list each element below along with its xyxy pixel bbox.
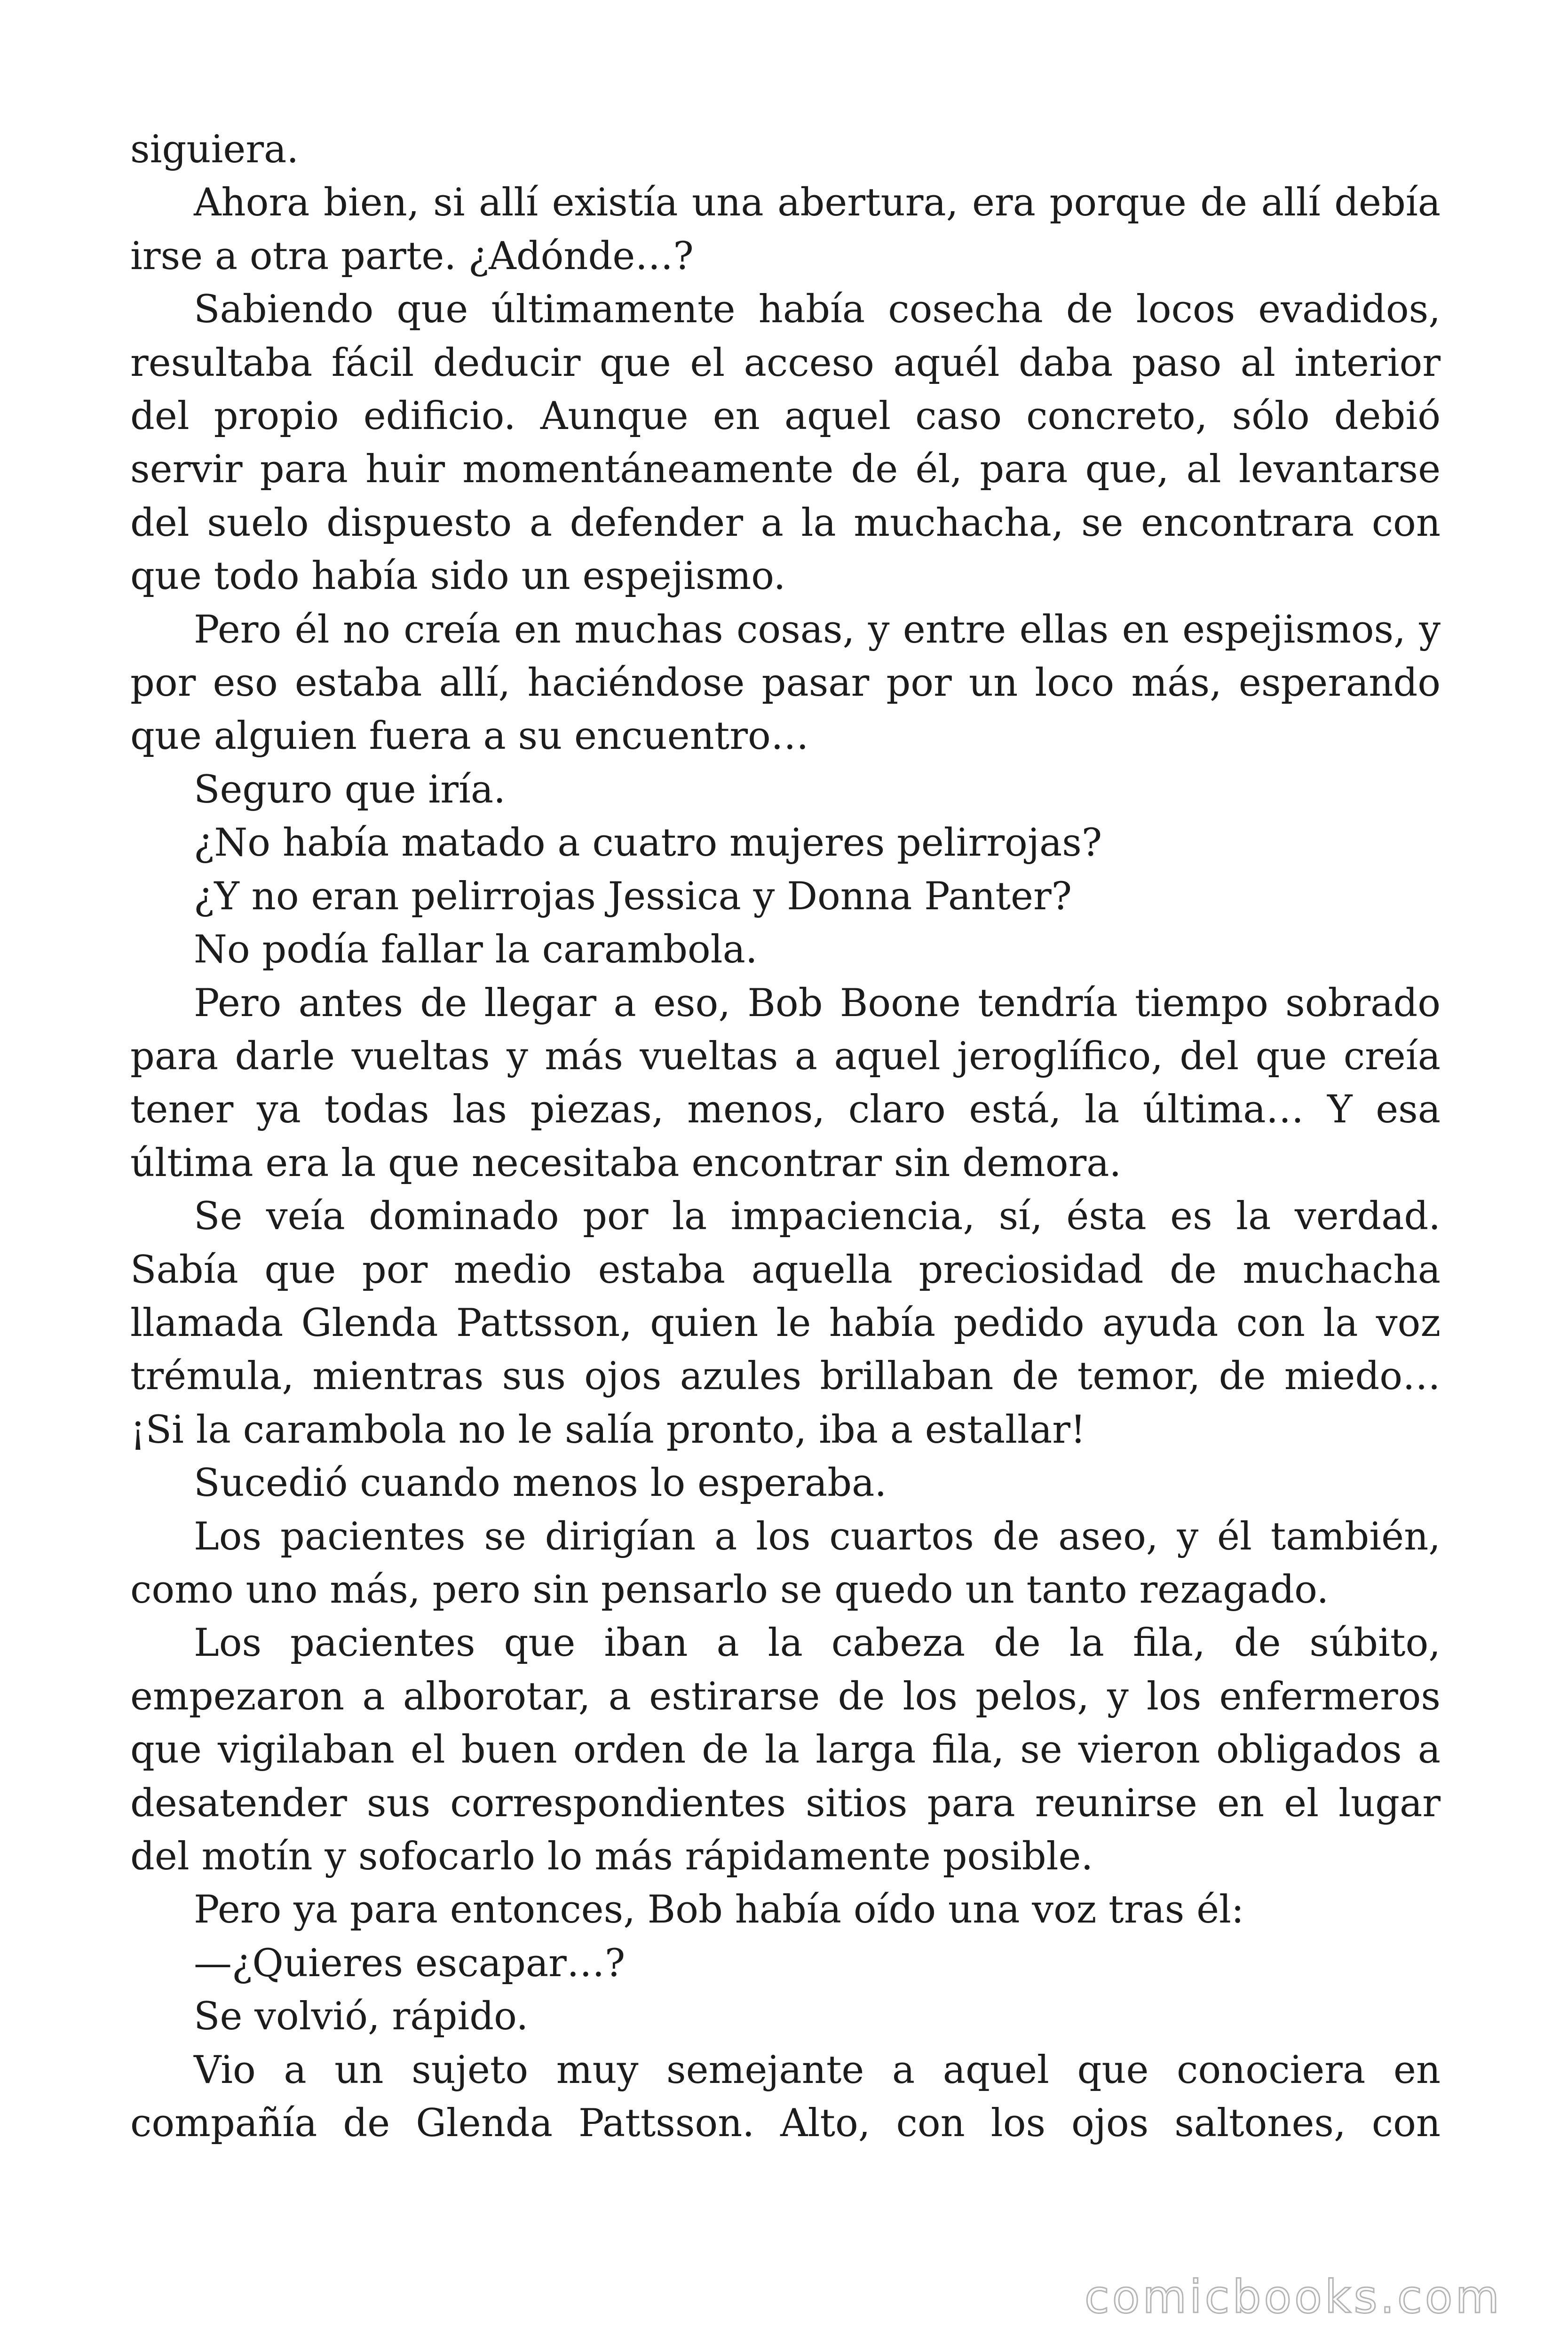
paragraph: Vio a un sujeto muy semejante a aquel que conociera en compañía de Glenda Pattsson. Alto, con los ojos saltones, con <box>130 2048 1441 2146</box>
watermark: comicbooks.com <box>1084 2271 1502 2323</box>
paragraph: Sucedió cuando menos lo esperaba. <box>194 1461 887 1506</box>
paragraph: Seguro que iría. <box>194 767 506 812</box>
paragraph: Sabiendo que últimamente había cosecha de locos evadidos, resultaba fácil deducir que el acceso aquél daba paso al interior del propio edificio. Aunque en aquel caso concreto, sólo debió servir para huir momentáneamente de él, para que, al levantarse del suelo dispuesto a defender a la muchacha, se encontrara con que todo había sido un espejismo. <box>130 287 1441 599</box>
paragraph: ¿Y no eran pelirrojas Jessica y Donna Panter? <box>194 874 1072 919</box>
paragraph: siguiera. <box>130 127 299 172</box>
paragraph: No podía fallar la carambola. <box>194 928 758 972</box>
paragraph: ¿No había matado a cuatro mujeres pelirrojas? <box>194 821 1102 866</box>
paragraph: Los pacientes se dirigían a los cuartos de aseo, y él también, como uno más, pero sin pensarlo se quedo un tanto rezagado. <box>130 1514 1441 1612</box>
paragraph: Ahora bien, si allí existía una abertura, era porque de allí debía irse a otra parte. ¿Adónde…? <box>130 181 1441 278</box>
paragraph: Los pacientes que iban a la cabeza de la fila, de súbito, empezaron a alborotar, a estirarse de los pelos, y los enfermeros que vigilaban el buen orden de la larga fila, se vieron obligados a desatender sus correspondientes sitios para reunirse en el lugar del motín y sofocarlo lo más rápidamente posible. <box>130 1621 1441 1879</box>
paragraph: Se veía dominado por la impaciencia, sí, ésta es la verdad. Sabía que por medio estaba aquella preciosidad de muchacha llamada Glenda Pattsson, quien le había pedido ayuda con la voz trémula, mientras sus ojos azules brillaban de temor, de miedo… ¡Si la carambola no le salía pronto, iba a estallar! <box>130 1194 1441 1452</box>
paragraph: Pero ya para entonces, Bob había oído una voz tras él: <box>194 1888 1244 1932</box>
paragraph: —¿Quieres escapar…? <box>194 1941 626 1986</box>
paragraph: Pero él no creía en muchas cosas, y entre ellas en espejismos, y por eso estaba allí, haciéndose pasar por un loco más, esperando que alguien fuera a su encuentro… <box>130 607 1441 759</box>
paragraph: Pero antes de llegar a eso, Bob Boone tendría tiempo sobrado para darle vueltas y más vueltas a aquel jeroglífico, del que creía tener ya todas las piezas, menos, claro está, la última… Y esa última era la que necesitaba encontrar sin demora. <box>130 981 1441 1185</box>
body-text <box>130 123 1441 2150</box>
paragraph: Se volvió, rápido. <box>194 1994 529 2039</box>
